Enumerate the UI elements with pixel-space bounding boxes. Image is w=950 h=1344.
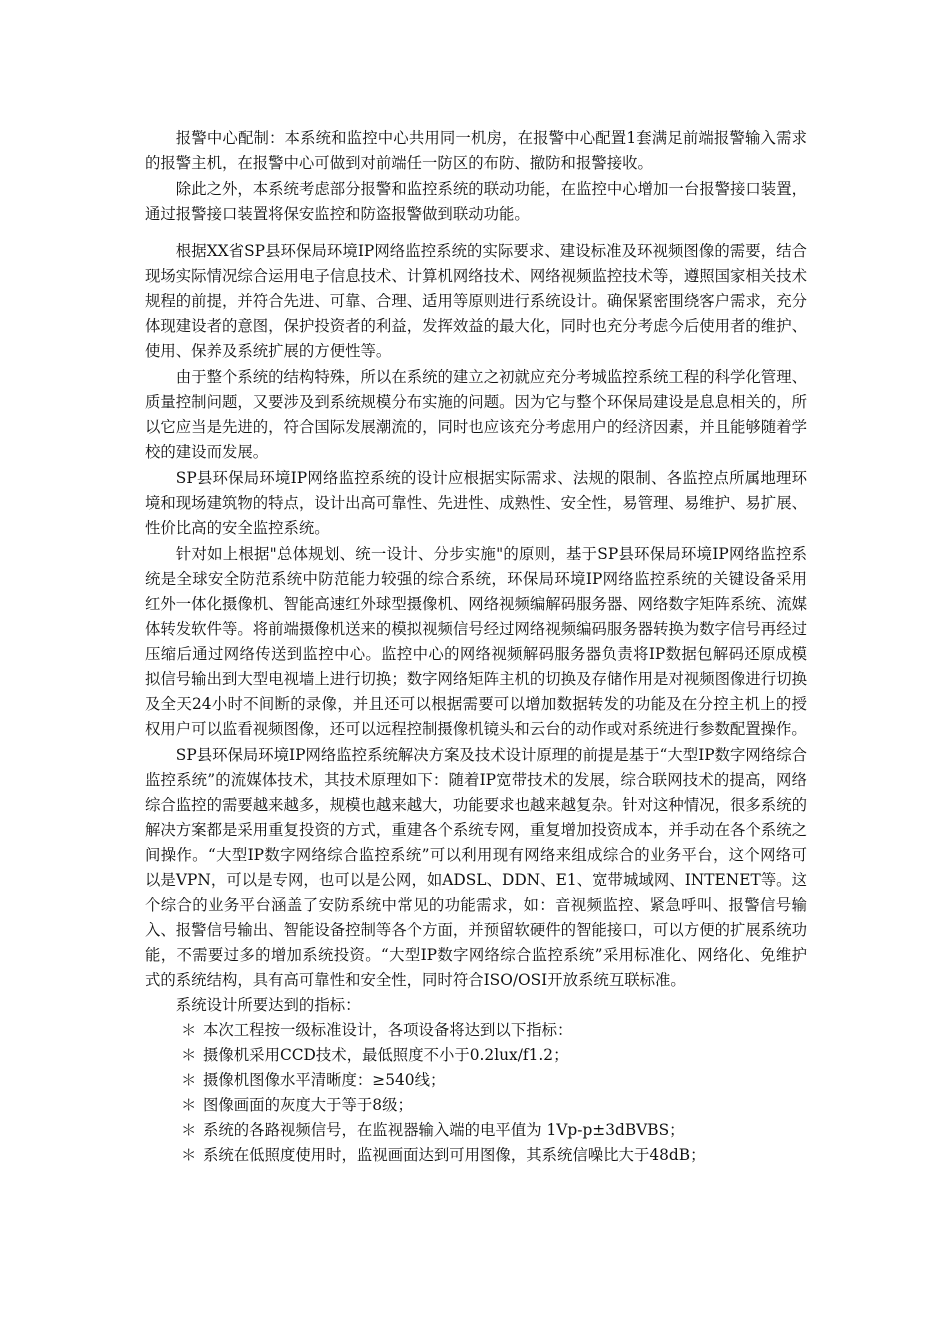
document-body bbox=[145, 126, 807, 1168]
paragraph-alarm-center: 报警中心配制：本系统和监控中心共用同一机房，在报警中心配置1套满足前端报警输入需求的报警主机，在报警中心可做到对前端任一防区的布防、撤防和报警接收。 bbox=[145, 129, 807, 172]
asterisk-bullet-icon: ＊ bbox=[181, 1021, 197, 1039]
list-item-text: 系统的各路视频信号，在监视器输入端的电平值为 1Vp-p±3dBVBS； bbox=[203, 1121, 685, 1139]
asterisk-bullet-icon: ＊ bbox=[181, 1121, 197, 1139]
paragraph-indicators-heading: 系统设计所要达到的指标： bbox=[175, 996, 361, 1014]
list-item bbox=[145, 1018, 807, 1043]
asterisk-bullet-icon: ＊ bbox=[181, 1046, 197, 1064]
list-item bbox=[145, 1118, 807, 1143]
paragraph-principles: 针对如上根据"总体规划、统一设计、分步实施"的原则，基于SP县环保局环境IP网络监控系统是全球安全防范系统中防范能力较强的综合系统，环保局环境IP网络监控系统的关键设备采用红外一体化摄像机、智能高速红外球型摄像机、网络视频编解码服务器、网络数字矩阵系统、流媒体转发软件等。将前端摄像机送来的模拟视频信号经过网络视频编码服务器转换为数字信号再经过压缩后通过网络传送到监控中心。监控中心的网络视频解码服务器负责将IP数据包解码还原成模拟信号输出到大型电视墙上进行切换；数字网络矩阵主机的切换及存储作用是对视频图像进行切换及全天24小时不间断的录像，并且还可以根据需要可以增加数据转发的功能及在分控主机上的授权用户可以监看视频图像，还可以远程控制摄像机镜头和云台的动作或对系统进行参数配置操作。 bbox=[145, 545, 807, 738]
list-item bbox=[145, 1143, 807, 1168]
paragraph-linkage: 除此之外，本系统考虑部分报警和监控系统的联动功能，在监控中心增加一台报警接口装置，通过报警接口装置将保安监控和防盗报警做到联动功能。 bbox=[145, 180, 807, 223]
list-item bbox=[145, 1068, 807, 1093]
list-item-text: 摄像机图像水平清晰度：≥540线； bbox=[203, 1071, 446, 1089]
paragraph-design-basis: 根据XX省SP县环保局环境IP网络监控系统的实际要求、建设标准及环视频图像的需要，结合现场实际情况综合运用电子信息技术、计算机网络技术、网络视频监控技术等，遵照国家相关技术规程的前提，并符合先进、可靠、合理、适用等原则进行系统设计。确保紧密围绕客户需求，充分体现建设者的意图，保护投资者的利益，发挥效益的最大化，同时也充分考虑今后使用者的维护、使用、保养及系统扩展的方便性等。 bbox=[145, 242, 807, 360]
list-item bbox=[145, 1043, 807, 1068]
list-item-text: 图像画面的灰度大于等于8级； bbox=[203, 1096, 413, 1114]
paragraph-technical-principle: SP县环保局环境IP网络监控系统解决方案及技术设计原理的前提是基于“大型IP数字网络综合监控系统”的流媒体技术，其技术原理如下：随着IP宽带技术的发展，综合联网技术的提高，网络综合监控的需要越来越多，规模也越来越大，功能要求也越来越复杂。针对这种情况，很多系统的解决方案都是采用重复投资的方式，重建各个系统专网，重复增加投资成本，并手动在各个系统之间操作。“大型IP数字网络综合监控系统”可以利用现有网络来组成综合的业务平台，这个网络可以是VPN，可以是专网，也可以是公网，如ADSL、DDN、E1、宽带城域网、INTENET等。这个综合的业务平台涵盖了安防系统中常见的功能需求，如：音视频监控、紧急呼叫、报警信号输入、报警信号输出、智能设备控制等各个方面，并预留软硬件的智能接口，可以方便的扩展系统功能，不需要过多的增加系统投资。“大型IP数字网络综合监控系统”采用标准化、网络化、免维护式的系统结构，具有高可靠性和安全性，同时符合ISO/OSI开放系统互联标准。 bbox=[145, 746, 807, 989]
asterisk-bullet-icon: ＊ bbox=[181, 1096, 197, 1114]
list-item-text: 系统在低照度使用时，监视画面达到可用图像，其系统信噪比大于48dB； bbox=[203, 1146, 706, 1164]
indicator-list bbox=[145, 1018, 807, 1168]
list-item-text: 摄像机采用CCD技术，最低照度不小于0.2lux/f1.2； bbox=[203, 1046, 569, 1064]
list-item-text: 本次工程按一级标准设计，各项设备将达到以下指标： bbox=[203, 1021, 573, 1039]
asterisk-bullet-icon: ＊ bbox=[181, 1146, 197, 1164]
list-item bbox=[145, 1093, 807, 1118]
paragraph-design-requirements: SP县环保局环境IP网络监控系统的设计应根据实际需求、法规的限制、各监控点所属地理环境和现场建筑物的特点，设计出高可靠性、先进性、成熟性、安全性，易管理、易维护、易扩展、性价比高的安全监控系统。 bbox=[145, 469, 807, 537]
asterisk-bullet-icon: ＊ bbox=[181, 1071, 197, 1089]
paragraph-structure: 由于整个系统的结构特殊，所以在系统的建立之初就应充分考城监控系统工程的科学化管理、质量控制问题，又要涉及到系统规模分布实施的问题。因为它与整个环保局建设是息息相关的，所以它应当是先进的，符合国际发展潮流的，同时也应该充分考虑用户的经济因素，并且能够随着学校的建设而发展。 bbox=[145, 368, 807, 461]
